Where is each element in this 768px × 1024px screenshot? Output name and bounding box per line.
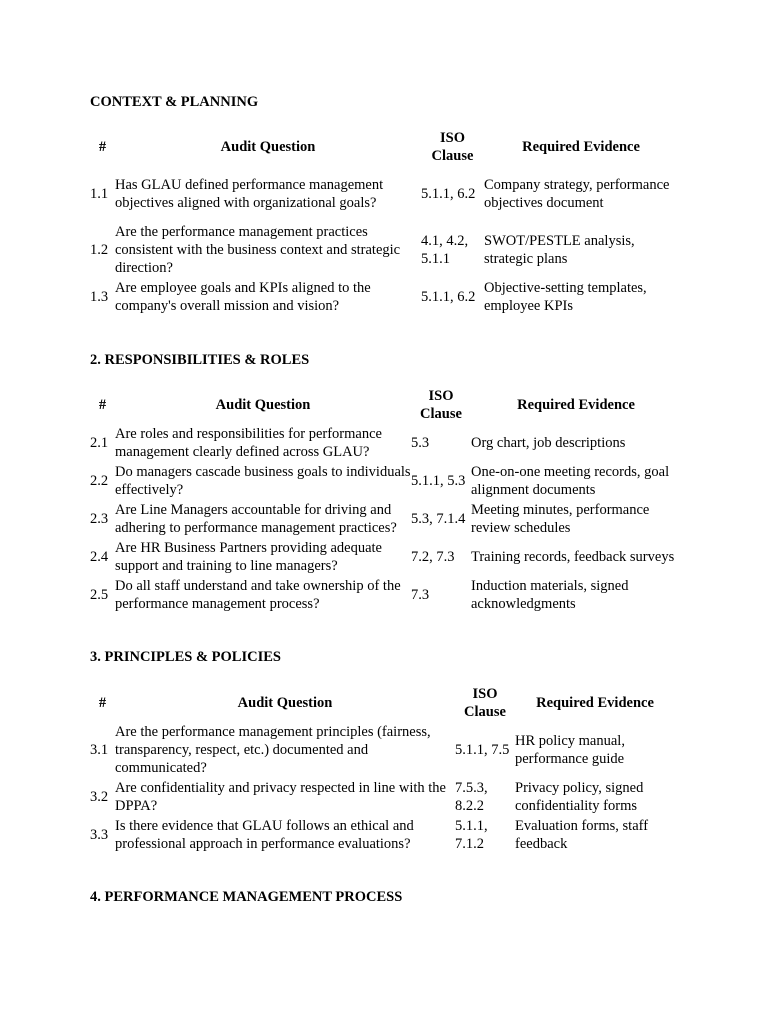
header-audit-question: Audit Question <box>237 695 333 711</box>
section-heading-performance-management-process: 4. PERFORMANCE MANAGEMENT PROCESS <box>90 889 403 905</box>
header-number: # <box>98 695 107 711</box>
row-number: 2.5 <box>90 587 109 603</box>
table-row <box>90 778 675 816</box>
required-evidence: One-on-one meeting records, goal alignment documents <box>471 464 670 498</box>
iso-clause: 7.3 <box>411 587 430 603</box>
row-number: 2.2 <box>90 473 109 489</box>
required-evidence: SWOT/PESTLE analysis, strategic plans <box>484 233 635 267</box>
table-header-row <box>90 684 675 722</box>
audit-table-responsibilities-roles <box>90 386 681 614</box>
header-required-evidence: Required Evidence <box>517 397 635 413</box>
row-number: 3.3 <box>90 827 109 843</box>
section-heading-responsibilities-roles: 2. RESPONSIBILITIES & ROLES <box>90 352 310 368</box>
audit-question: Are roles and responsibilities for performance management clearly defined across GLAU? <box>115 426 382 460</box>
iso-clause: 7.2, 7.3 <box>411 549 455 565</box>
section-heading-context-planning: CONTEXT & PLANNING <box>90 94 259 110</box>
header-audit-question: Audit Question <box>215 397 311 413</box>
table-row <box>90 538 681 576</box>
audit-table-context-planning <box>90 128 678 316</box>
required-evidence: Company strategy, performance objectives document <box>484 177 670 211</box>
header-number: # <box>98 397 107 413</box>
row-number: 2.4 <box>90 549 109 565</box>
required-evidence: Meeting minutes, performance review schedules <box>471 502 650 536</box>
required-evidence: Privacy policy, signed confidentiality forms <box>515 780 644 814</box>
section-heading-principles-policies: 3. PRINCIPLES & POLICIES <box>90 649 281 665</box>
header-required-evidence: Required Evidence <box>536 695 654 711</box>
required-evidence: Evaluation forms, staff feedback <box>515 818 649 852</box>
table-row <box>90 576 681 614</box>
iso-clause: 5.1.1, 6.2 <box>421 186 476 202</box>
header-iso-clause: ISO Clause <box>431 130 474 164</box>
header-audit-question: Audit Question <box>220 139 316 155</box>
row-number: 1.2 <box>90 242 109 258</box>
table-row <box>90 222 678 278</box>
audit-question: Are Line Managers accountable for driving and adhering to performance management practices? <box>115 502 397 536</box>
iso-clause: 5.3, 7.1.4 <box>411 511 466 527</box>
row-number: 3.2 <box>90 789 109 805</box>
table-row <box>90 278 678 316</box>
table-row <box>90 166 678 222</box>
iso-clause: 5.1.1, 7.5 <box>455 742 510 758</box>
required-evidence: Objective-setting templates, employee KPIs <box>484 280 647 314</box>
row-number: 2.1 <box>90 435 109 451</box>
header-iso-clause: ISO Clause <box>420 388 462 422</box>
table-row <box>90 500 681 538</box>
audit-table-principles-policies <box>90 684 675 854</box>
row-number: 2.3 <box>90 511 109 527</box>
table-row <box>90 424 681 462</box>
audit-question: Has GLAU defined performance management objectives aligned with organizational goals? <box>115 177 384 211</box>
table-header-row <box>90 128 678 166</box>
iso-clause: 7.5.3, 8.2.2 <box>455 780 488 814</box>
header-number: # <box>98 139 107 155</box>
header-required-evidence: Required Evidence <box>522 139 640 155</box>
table-row <box>90 462 681 500</box>
required-evidence: Org chart, job descriptions <box>471 435 626 451</box>
table-header-row <box>90 386 681 424</box>
table-row <box>90 722 675 778</box>
audit-question: Do all staff understand and take ownership of the performance management process? <box>115 578 401 612</box>
iso-clause: 5.1.1, 7.1.2 <box>455 818 488 852</box>
audit-question: Are confidentiality and privacy respected in line with the DPPA? <box>115 780 446 814</box>
iso-clause: 5.1.1, 5.3 <box>411 473 466 489</box>
iso-clause: 5.3 <box>411 435 430 451</box>
audit-question: Are the performance management principles (fairness, transparency, respect, etc.) documented and communicated? <box>115 724 431 776</box>
iso-clause: 4.1, 4.2, 5.1.1 <box>421 233 469 267</box>
audit-question: Are the performance management practices consistent with the business context and strategic direction? <box>115 224 401 276</box>
audit-question: Is there evidence that GLAU follows an ethical and professional approach in performance evaluations? <box>115 818 414 852</box>
row-number: 1.3 <box>90 289 109 305</box>
required-evidence: Training records, feedback surveys <box>471 549 675 565</box>
required-evidence: HR policy manual, performance guide <box>515 733 625 767</box>
row-number: 1.1 <box>90 186 109 202</box>
iso-clause: 5.1.1, 6.2 <box>421 289 476 305</box>
table-row <box>90 816 675 854</box>
row-number: 3.1 <box>90 742 109 758</box>
audit-question: Do managers cascade business goals to individuals effectively? <box>115 464 411 498</box>
header-iso-clause: ISO Clause <box>464 686 506 720</box>
audit-question: Are HR Business Partners providing adequate support and training to line managers? <box>115 540 382 574</box>
audit-question: Are employee goals and KPIs aligned to the company's overall mission and vision? <box>115 280 371 314</box>
required-evidence: Induction materials, signed acknowledgments <box>471 578 629 612</box>
